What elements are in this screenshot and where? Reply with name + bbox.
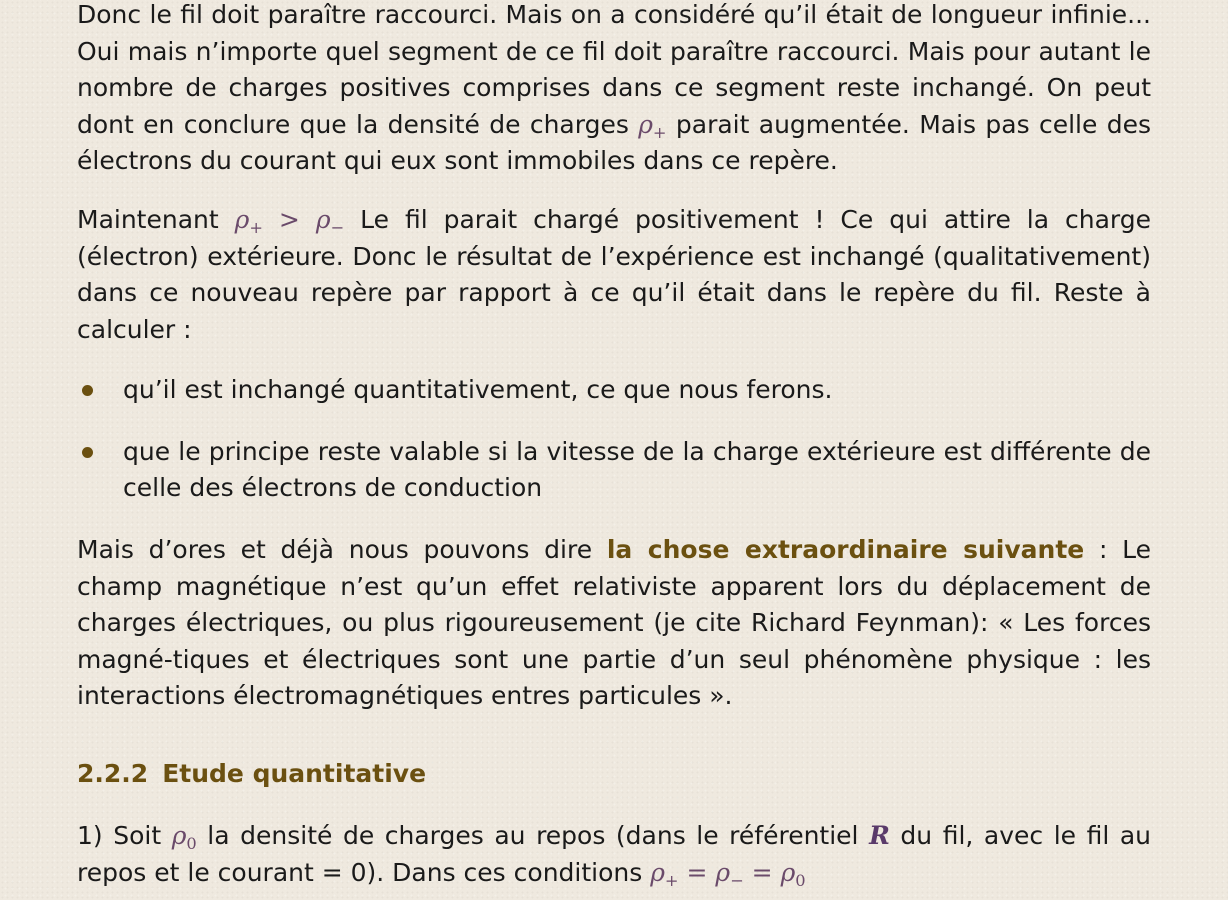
- paragraph-rest-density: 1) Soit $\rho_0$ la densité de charges au repos (dans le référentiel R du fil, avec le fil au repos et le courant = 0). Dans ces conditions $\rho_+ = \rho_- = \rho_0$: [77, 821, 1152, 890]
- emphasis-phrase: la chose extraordinaire suivante: [606, 535, 1085, 564]
- bullet-icon: [82, 385, 93, 396]
- paragraph-feynman-quote: Mais d’ores et déjà nous pouvons dire la chose extraordinaire suivante : Le champ magnétique n’est qu’un effet relativiste apparent lors du déplacement de charges électriques, ou plus rigoureusement (je cite Richard Feynman): « Les forces magné-tiques et électriques sont une partie d’un seul phénomène physique : les interactions électromagnétiques entres particules ».: [77, 535, 1151, 710]
- density-equality: $\rho_+ = \rho_- = \rho_0$: [650, 857, 806, 890]
- bullet-list: [77, 372, 1151, 507]
- section-heading: [77, 756, 426, 792]
- section-number: 2.2.2: [77, 759, 149, 788]
- section-title: Etude quantitative: [162, 759, 427, 788]
- inequality-rho-plus-rho-minus: $\rho_+ > \rho_-$: [234, 205, 345, 237]
- list-item: que le principe reste valable si la vitesse de la charge extérieure est différente de celle des électrons de conduction: [77, 434, 1151, 507]
- bullet-icon: [82, 447, 93, 458]
- rho-zero-symbol: $\rho_0$: [171, 821, 197, 853]
- list-item: qu’il est inchangé quantitativement, ce que nous ferons.: [77, 372, 1151, 409]
- paragraph-charged-wire: Maintenant $\rho_+ > \rho_-$ Le fil parait chargé positivement ! Ce qui attire la charge (électron) extérieure. Donc le résultat de l’expérience est inchangé (qualitativement) dans ce nouveau repère par rapport à ce qu’il était dans le repère du fil. Reste à calculer :: [77, 205, 1152, 344]
- paragraph-length-contraction: Donc le fil doit paraître raccourci. Mais on a considéré qu’il était de longueur infinie... Oui mais n’importe quel segment de ce fil doit paraître raccourci. Mais pour autant le nombre de charges positives comprises dans ce segment reste inchangé. On peut dont en conclure que la densité de charges $\rho_+$ parait augmentée. Mais pas celle des électrons du courant qui eux sont immobiles dans ce repère.: [77, 0, 1151, 175]
- frame-r-symbol: R: [869, 821, 890, 850]
- rho-plus-symbol: $\rho_+$: [638, 109, 667, 142]
